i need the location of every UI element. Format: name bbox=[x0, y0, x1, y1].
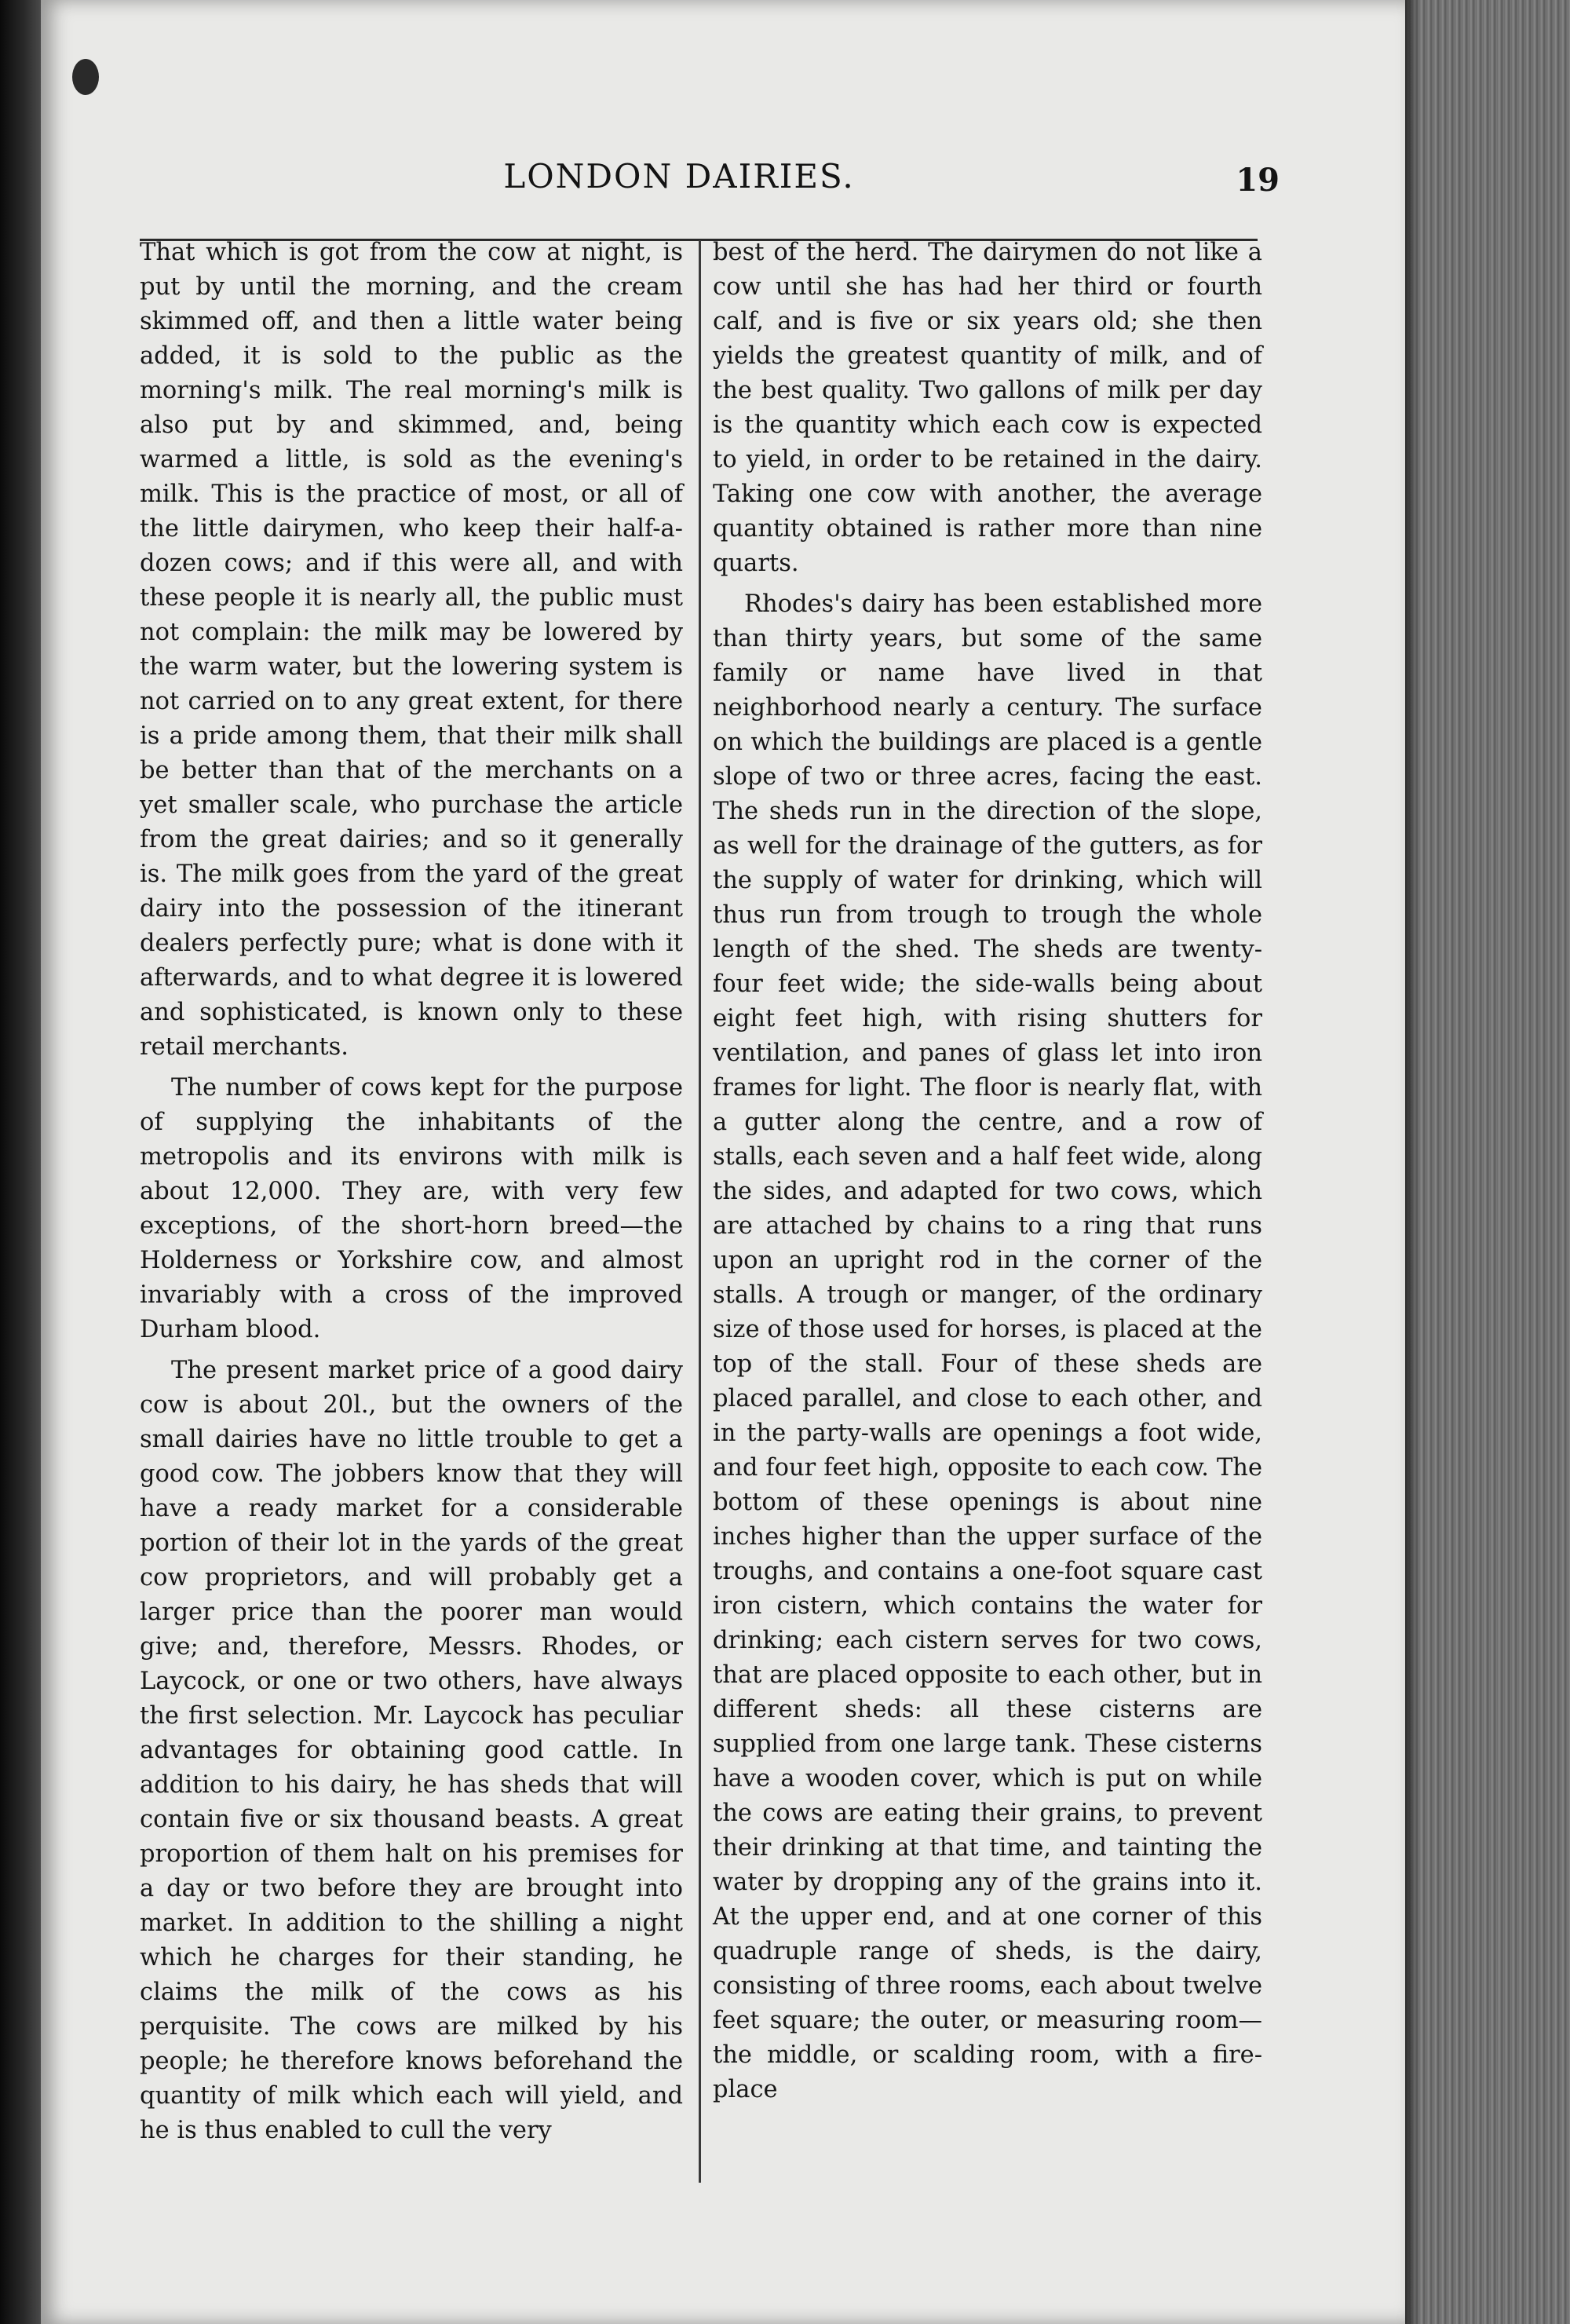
paragraph: The present market price of a good dairy cow is about 20l., but the owners of the small dairies have no little trouble to get a good cow. The jobbers know that they will have a ready market for a considerable portion of their lot in the yards of the great cow proprietors, and will probably get a larger price than the poorer man would give; and, therefore, Messrs. Rhodes, or Laycock, or one or two others, have always the first selection. Mr. Laycock has peculiar advantages for obtaining good cattle. In addition to his dairy, he has sheds that will contain five or six thousand beasts. A great proportion of them halt on his premises for a day or two before they are brought into market. In addition to the shilling a night which he charges for their standing, he claims the milk of the cows as his perquisite. The cows are milked by his people; he therefore knows beforehand the quantity of milk which each will yield, and he is thus enabled to cull the very bbox=[140, 1357, 683, 2144]
left-column bbox=[140, 236, 683, 2148]
page-number: 19 bbox=[1236, 162, 1280, 199]
book-page-edges bbox=[1405, 0, 1570, 2324]
ink-blot bbox=[72, 59, 99, 95]
running-title: LONDON DAIRIES. bbox=[503, 157, 855, 195]
paragraph: best of the herd. The dairymen do not like a cow until she has had her third or fourth calf, and is five or six years old; she then yields the greatest quantity of milk, and of the best quality. Two gallons of milk per day is the quantity which each cow is expected to yield, in order to be retained in the dairy. Taking one cow with another, the average quantity obtained is rather more than nine quarts. bbox=[713, 239, 1262, 577]
paragraph: That which is got from the cow at night, is put by until the morning, and the cream skimmed off, and then a little water being added, it is sold to the public as the morning's milk. The real morning's milk is also put by and skimmed, and, being warmed a little, is sold as the evening's milk. This is the practice of most, or all of the little dairymen, who keep their half-a-dozen cows; and if this were all, and with these people it is nearly all, the public must not complain: the milk may be lowered by the warm water, but the lowering system is not carried on to any great extent, for there is a pride among them, that their milk shall be better than that of the merchants on a yet smaller scale, who purchase the article from the great dairies; and so it generally is. The milk goes from the yard of the great dairy into the possession of the itinerant dealers perfectly pure; what is done with it afterwards, and to what degree it is lowered and sophisticated, is known only to these retail merchants. bbox=[140, 239, 683, 1061]
page-header bbox=[94, 157, 1280, 212]
paragraph: Rhodes's dairy has been established more than thirty years, but some of the same family or name have lived in that neighborhood nearly a century. The surface on which the buildings are placed is a gentle slope of two or three acres, facing the east. The sheds run in the direction of the slope, as well for the drainage of the gutters, as for the supply of water for drinking, which will thus run from trough to trough the whole length of the shed. The sheds are twenty-four feet wide; the side-walls being about eight feet high, with rising shutters for ventilation, and panes of glass let into iron frames for light. The floor is nearly flat, with a gutter along the centre, and a row of stalls, each seven and a half feet wide, along the sides, and adapted for two cows, which are attached by chains to a ring that runs upon an upright rod in the corner of the stalls. A trough or manger, of the ordinary size of those used for horses, is placed at the top of the stall. Four of these sheds are placed parallel, and close to each other, and in the party-walls are openings a foot wide, and four feet high, opposite to each cow. The bottom of these openings is about nine inches higher than the upper surface of the troughs, and contains a one-foot square cast iron cistern, which contains the water for drinking; each cistern serves for two cows, that are placed opposite to each other, but in different sheds: all these cisterns are supplied from one large tank. These cisterns have a wooden cover, which is put on while the cows are eating their grains, to prevent their drinking at that time, and tainting the water by dropping any of the grains into it. At the upper end, and at one corner of this quadruple range of sheds, is the dairy, consisting of three rooms, each about twelve feet square; the outer, or measuring room—the middle, or scalding room, with a fire-place bbox=[713, 590, 1262, 2103]
right-column bbox=[713, 236, 1262, 2107]
column-divider bbox=[699, 240, 701, 2183]
page-left-edge bbox=[0, 0, 41, 2324]
paragraph: The number of cows kept for the purpose of supplying the inhabitants of the metropolis and its environs with milk is about 12,000. They are, with very few exceptions, of the short-horn breed—the Holderness or Yorkshire cow, and almost invariably with a cross of the improved Durham blood. bbox=[140, 1074, 683, 1343]
